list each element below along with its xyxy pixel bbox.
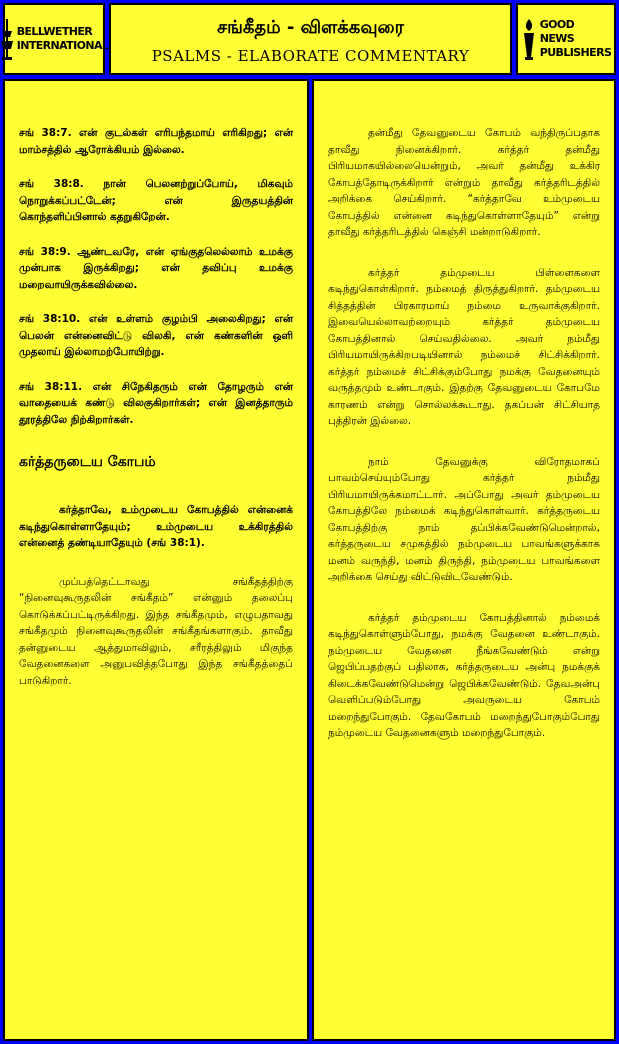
lamb-icon — [0, 17, 14, 61]
right-column — [312, 79, 616, 1041]
bellwether-logo — [5, 5, 109, 73]
good-news-logo-text: GOOD NEWS PUBLISHERS — [539, 18, 612, 59]
commentary-paragraph: கர்த்தர் தம்முடைய பிள்ளைகளை கடிந்துகொள்கிறார். நம்மைத் திருத்துகிறார். தம்முடைய சித்தத்தின் பிரகாரமாய் நம்மை உருவாக்குகிறார். இவையெல்லாவற்றையும் கர்த்தர் தம்முடைய கோபத்தினால் செய்வதில்லை. அவர் நம்மீது பிரியமாயிருக்கிறபடியினால் நம்மைச் சிட்சிக்கிறார். கர்த்தர் நம்மைச் சிட்சிக்கும்போது நமக்கு வேதனையும் வருத்தமும் உண்டாகும். இதற்கு தேவனுடைய கோபமே காரணம் என்று சொல்லக்கூடாது. தகப்பன் சிட்சியாத புத்திரன் இல்லை. — [328, 266, 600, 427]
verse-38-10: சங் 38:10. என் உள்ளம் குழம்பி அலைகிறது; என் பெலன் என்னைவிட்டு விலகி, என் கண்களின் ஒளி முதலாய் இல்லாமற்போயிற்று. — [19, 313, 293, 358]
good-news-logo — [518, 5, 614, 73]
verse-38-11: சங் 38:11. என் சிநேகிதரும் என் தோழரும் என் வாதையைக் கண்டு விலகுகிறார்கள்; என் இனத்தாரும் தூரத்திலே நிற்கிறார்கள். — [19, 380, 293, 426]
commentary-paragraph: கர்த்தர் தம்முடைய கோபத்தினால் நம்மைக் கடிந்துகொள்ளும்போது, நமக்கு வேதனை உண்டாகும். நம்முடைய வேதனை நீங்கவேண்டும் என்று ஜெபிப்பதற்குப் பதிலாக, கர்த்தருடைய அன்பு நமக்குக் கிடைக்கவேண்டுமென்று ஜெபிக்கவேண்டும். தேவஅன்பு வெளிப்படும்போது அவருடைய கோபம் மறைந்துபோகும். தேவகோபம் மறைந்துபோகும்போது நம்முடைய வேதனைகளும் மறைந்துபோகும். — [328, 611, 600, 739]
title-english: PSALMS - ELABORATE COMMENTARY — [151, 47, 470, 65]
key-verse-quote: கர்த்தாவே, உம்முடைய கோபத்தில் என்னைக் கடிந்துகொள்ளாதேயும்; உம்முடைய உக்கிரத்தில் என்னைத் தண்டியாதேயும் (சங் 38:1). — [19, 504, 293, 549]
bellwether-logo-box — [3, 3, 109, 75]
verse-38-9: சங் 38:9. ஆண்டவரே, என் ஏங்குதலெல்லாம் உமக்கு முன்பாக இருக்கிறது; என் தவிப்பு உமக்கு மறைவாயிருக்கவில்லை. — [19, 245, 293, 291]
verse-38-7: சங் 38:7. என் குடல்கள் எரிபந்தமாய் எரிகிறது; என் மாம்சத்தில் ஆரோக்கியம் இல்லை. — [19, 127, 293, 156]
bellwether-logo-text: BELLWETHER INTERNATIONAL — [16, 25, 109, 52]
torch-icon — [521, 17, 537, 61]
intro-paragraph: முப்பத்தெட்டாவது சங்கீதத்திற்கு “நினைவுகூருதலின் சங்கீதம்” என்னும் தலைப்பு கொடுக்கப்பட்டிருக்கிறது. இந்த சங்கீதமும், எழுபதாவது சங்கீதமும் நினைவுகூருதலின் சங்கீதங்களாகும். தாவீது தன்னுடைய ஆத்துமாவிலும், சரீரத்திலும் மிகுந்த வேதனைகளை அனுபவித்தபோது இந்த சங்கீதத்தைப் பாடுகிறார். — [19, 575, 293, 687]
left-column — [3, 79, 309, 1041]
good-news-logo-box — [516, 3, 616, 75]
section-heading: கர்த்தருடைய கோபம் — [19, 454, 156, 470]
verse-38-8: சங் 38:8. நான் பெலனற்றுப்போய், மிகவும் நொறுக்கப்பட்டேன்; என் இருதயத்தின் கொந்தளிப்பினால் கதறுகிறேன். — [19, 178, 293, 223]
commentary-paragraph: தன்மீது தேவனுடைய கோபம் வந்திருப்பதாக தாவீது நினைக்கிறார். கர்த்தர் தன்மீது பிரியமாகயில்லையென்றும், அவர் தன்மீது உக்கிர கோபத்தோடிருக்கிறார் என்றும் தாவீது கர்த்தரிடத்தில் அறிக்கை செய்கிறார். “கர்த்தாவே உம்முடைய கோபத்தில் என்னை கடிந்துகொள்ளாதேயும்” என்று தாவீது கர்த்தரிடத்தில் கெஞ்சி மன்றாடுகிறார். — [328, 127, 600, 238]
title-tamil: சங்கீதம் - விளக்கவுரை — [217, 17, 404, 38]
commentary-paragraph: நாம் தேவனுக்கு விரோதமாகப் பாவம்செய்யும்போது கர்த்தர் நம்மீது பிரியமாயிருக்கமாட்டார். அப்போது அவர் தம்முடைய கோபத்திலே நம்மைக் கடிந்துகொள்வார். கர்த்தருடைய கோபத்திற்கு நாம் தப்பிக்கவேண்டுமென்றால், கர்த்தருடைய சமுகத்தில் நம்முடைய பாவங்களுக்காக மனம் வருந்தி, மனம் திருந்தி, நம்முடைய பாவங்களை அறிக்கை செய்து விட்டுவிடவேண்டும். — [328, 455, 600, 583]
title-box — [109, 3, 512, 75]
